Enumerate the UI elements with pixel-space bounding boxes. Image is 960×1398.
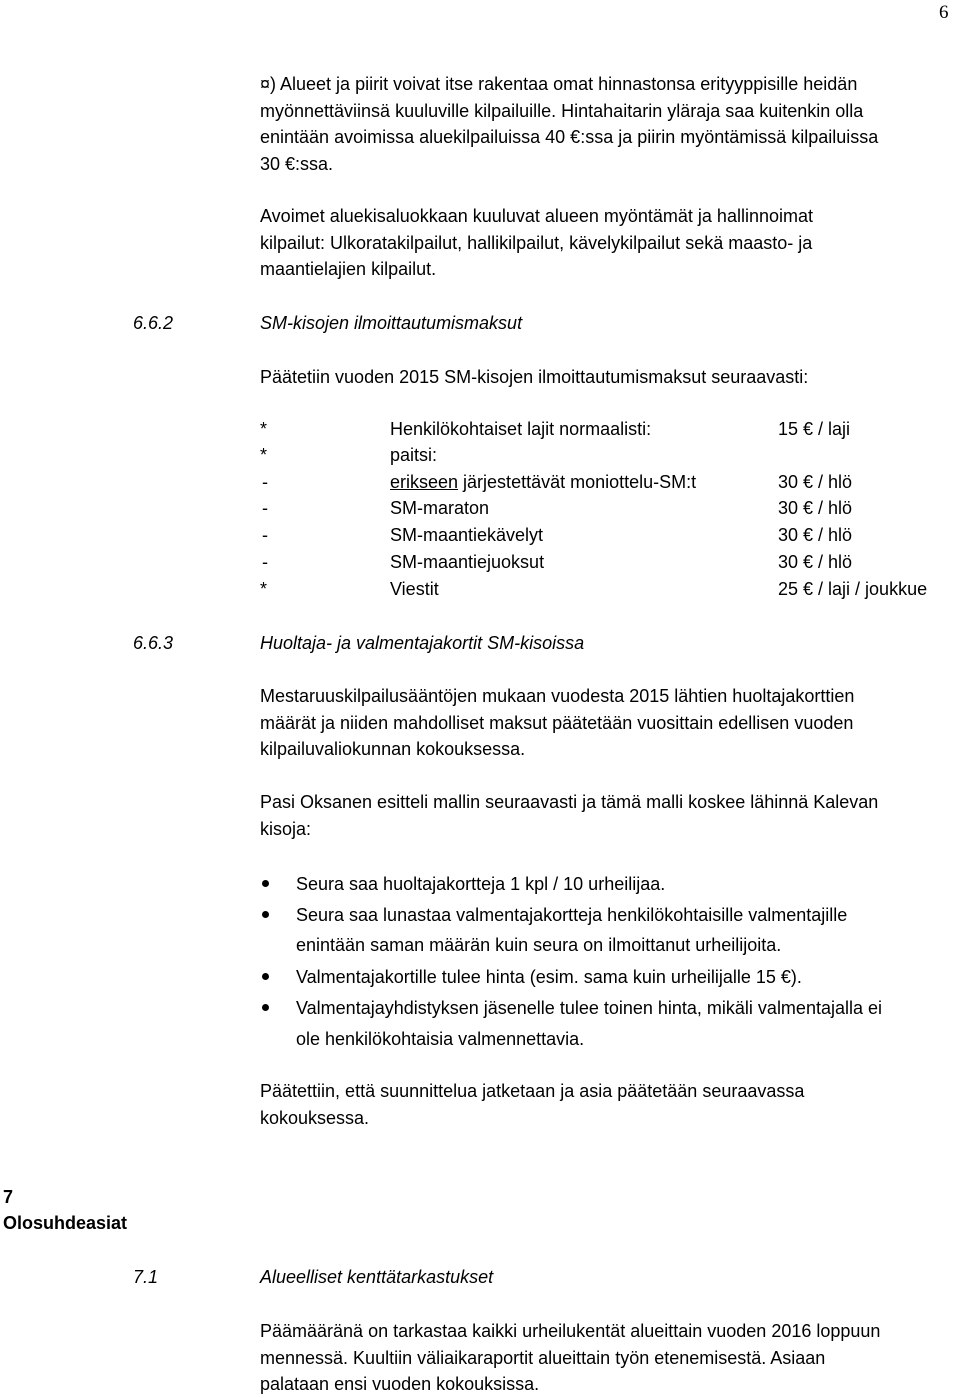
fee-amount: 30 € / hlö bbox=[778, 498, 853, 518]
section-title-7: Olosuhdeasiat bbox=[3, 1213, 128, 1233]
section-title-663: Huoltaja- ja valmentajakortit SM-kisoissa bbox=[260, 633, 585, 653]
fee-label: Viestit bbox=[390, 579, 439, 599]
fee-label: SM-maraton bbox=[390, 498, 490, 518]
fee-label bbox=[390, 469, 696, 496]
bullet-icon bbox=[262, 973, 269, 980]
text-line: Avoimet aluekisaluokkaan kuuluvat alueen myöntämät ja hallinnoimat bbox=[260, 206, 813, 226]
text-line: Pasi Oksanen esitteli mallin seuraavasti ja tämä malli koskee lähinnä Kalevan bbox=[260, 792, 879, 812]
fee-label: paitsi: bbox=[390, 445, 438, 465]
fee-label-rest: järjestettävät moniottelu-SM:t bbox=[458, 472, 697, 492]
fee-amount: 30 € / hlö bbox=[778, 472, 853, 492]
text-line: palataan ensi vuoden kokouksissa. bbox=[260, 1374, 540, 1394]
bullet-text-continued: enintään saman määrän kuin seura on ilmoittanut urheilijoita. bbox=[296, 935, 782, 955]
text-line: määrät ja niiden mahdolliset maksut päätetään vuosittain edellisen vuoden bbox=[260, 712, 854, 733]
bullet-icon bbox=[262, 880, 269, 887]
intro-paragraph bbox=[260, 71, 878, 177]
section-number-662: 6.6.2 bbox=[133, 313, 174, 333]
bullet-text-continued: ole henkilökohtaisia valmennettavia. bbox=[296, 1029, 585, 1049]
text-line: Päämääränä on tarkastaa kaikki urheilukentät alueittain vuoden 2016 loppuun bbox=[260, 1321, 881, 1341]
section-title-71: Alueelliset kenttätarkastukset bbox=[260, 1267, 494, 1287]
fee-mark: * bbox=[260, 445, 268, 465]
bullet-text: Valmentajayhdistyksen jäsenelle tulee toinen hinta, mikäli valmentajalla ei bbox=[296, 998, 882, 1018]
text-line: kilpailut: Ulkoratakilpailut, hallikilpailut, kävelykilpailut sekä maasto- ja bbox=[260, 232, 813, 253]
fee-label: SM-maantiejuoksut bbox=[390, 552, 545, 572]
fee-label: Henkilökohtaiset lajit normaalisti: bbox=[390, 419, 652, 439]
text-line: enintään avoimissa aluekilpailuissa 40 €:ssa ja piirin myöntämissä kilpailuissa bbox=[260, 127, 879, 147]
underlined-word: erikseen bbox=[390, 472, 459, 492]
bullet-icon bbox=[262, 911, 269, 918]
bullet-text: Seura saa huoltajakortteja 1 kpl / 10 urheilijaa. bbox=[296, 874, 666, 894]
section-title-662: SM-kisojen ilmoittautumismaksut bbox=[260, 313, 523, 333]
text-line: mennessä. Kuultiin väliaikaraportit alueittain työn etenemisestä. Asiaan bbox=[260, 1347, 826, 1368]
text-line: ¤) Alueet ja piirit voivat itse rakentaa omat hinnastonsa erityyppisille heidän bbox=[260, 74, 858, 94]
fee-amount: 15 € / laji bbox=[778, 419, 851, 439]
card-rules-paragraph bbox=[260, 683, 854, 763]
section-number-7: 7 bbox=[3, 1187, 14, 1207]
bullet-text: Valmentajakortille tulee hinta (esim. sama kuin urheilijalle 15 €). bbox=[296, 967, 802, 987]
fee-mark: - bbox=[262, 552, 268, 572]
fee-amount: 30 € / hlö bbox=[778, 552, 853, 572]
conclusion-paragraph bbox=[260, 1078, 804, 1131]
section-number-663: 6.6.3 bbox=[133, 633, 174, 653]
text-line: Päätettiin, että suunnittelua jatketaan ja asia päätetään seuraavassa bbox=[260, 1081, 805, 1101]
bullet-text: Seura saa lunastaa valmentajakortteja henkilökohtaisille valmentajille bbox=[296, 905, 848, 925]
text-line: Mestaruuskilpailusääntöjen mukaan vuodesta 2015 lähtien huoltajakorttien bbox=[260, 686, 855, 706]
section-number-71: 7.1 bbox=[133, 1267, 159, 1287]
fee-mark: - bbox=[262, 472, 268, 492]
text-line: kilpailuvaliokunnan kokouksessa. bbox=[260, 739, 526, 759]
fee-amount: 30 € / hlö bbox=[778, 525, 853, 545]
text-line: maantielajien kilpailut. bbox=[260, 259, 437, 279]
fee-mark: - bbox=[262, 498, 268, 518]
text-line: kisoja: bbox=[260, 818, 312, 839]
model-paragraph bbox=[260, 789, 878, 842]
fee-label: SM-maantiekävelyt bbox=[390, 525, 544, 545]
fee-mark: * bbox=[260, 579, 268, 599]
bullet-icon bbox=[262, 1004, 269, 1011]
inspection-paragraph bbox=[260, 1318, 880, 1398]
text-line: myönnettäviinsä kuuluville kilpailuille. Hintahaitarin yläraja saa kuitenkin olla bbox=[260, 100, 864, 121]
text-line: 30 €:ssa. bbox=[260, 153, 334, 174]
page-number: 6 bbox=[939, 2, 949, 23]
fee-mark: * bbox=[260, 419, 268, 439]
open-competitions-paragraph bbox=[260, 203, 813, 283]
text-line: kokouksessa. bbox=[260, 1107, 370, 1128]
fee-amount: 25 € / laji / joukkue bbox=[778, 579, 928, 599]
fee-mark: - bbox=[262, 525, 268, 545]
fees-intro: Päätetiin vuoden 2015 SM-kisojen ilmoittautumismaksut seuraavasti: bbox=[260, 367, 809, 387]
